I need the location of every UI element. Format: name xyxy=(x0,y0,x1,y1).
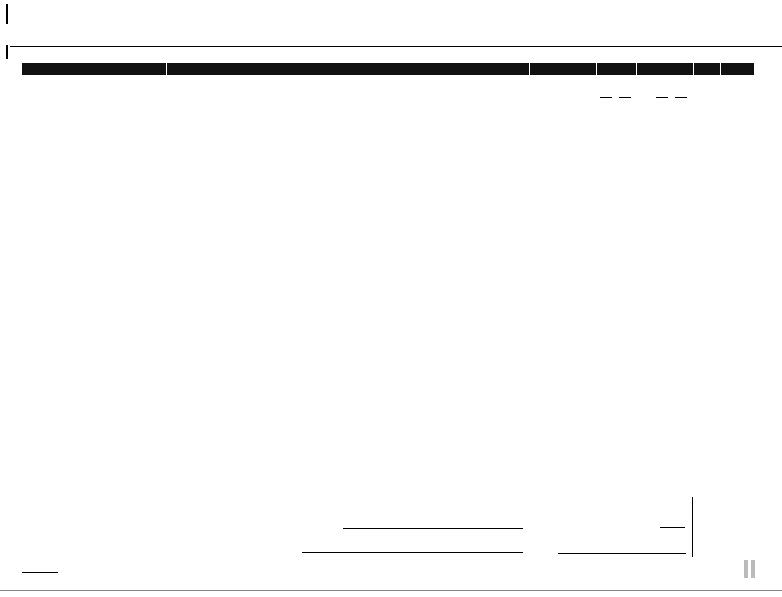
header-prestazioni xyxy=(167,63,529,75)
header-malatt xyxy=(637,63,693,75)
periodo-line xyxy=(558,553,686,554)
number-line xyxy=(660,527,685,528)
brand-underline xyxy=(22,572,58,573)
vidimazione-divider xyxy=(692,497,693,557)
header-giorni xyxy=(694,63,720,75)
annotazioni-line-2 xyxy=(302,552,523,553)
header-corner-bar xyxy=(22,63,166,75)
ore-str-blank-1 xyxy=(600,97,612,98)
malatt-blank-1 xyxy=(656,97,668,98)
header-ore-str xyxy=(597,63,636,75)
malatt-blank-2 xyxy=(675,97,687,98)
page-bottom-rule xyxy=(0,590,782,591)
annotazioni-line xyxy=(343,528,523,529)
header-ore-ordinarie xyxy=(530,63,596,75)
header-retrib-bar xyxy=(721,63,754,75)
binding-marks xyxy=(744,560,756,578)
ore-str-blank-2 xyxy=(619,97,631,98)
